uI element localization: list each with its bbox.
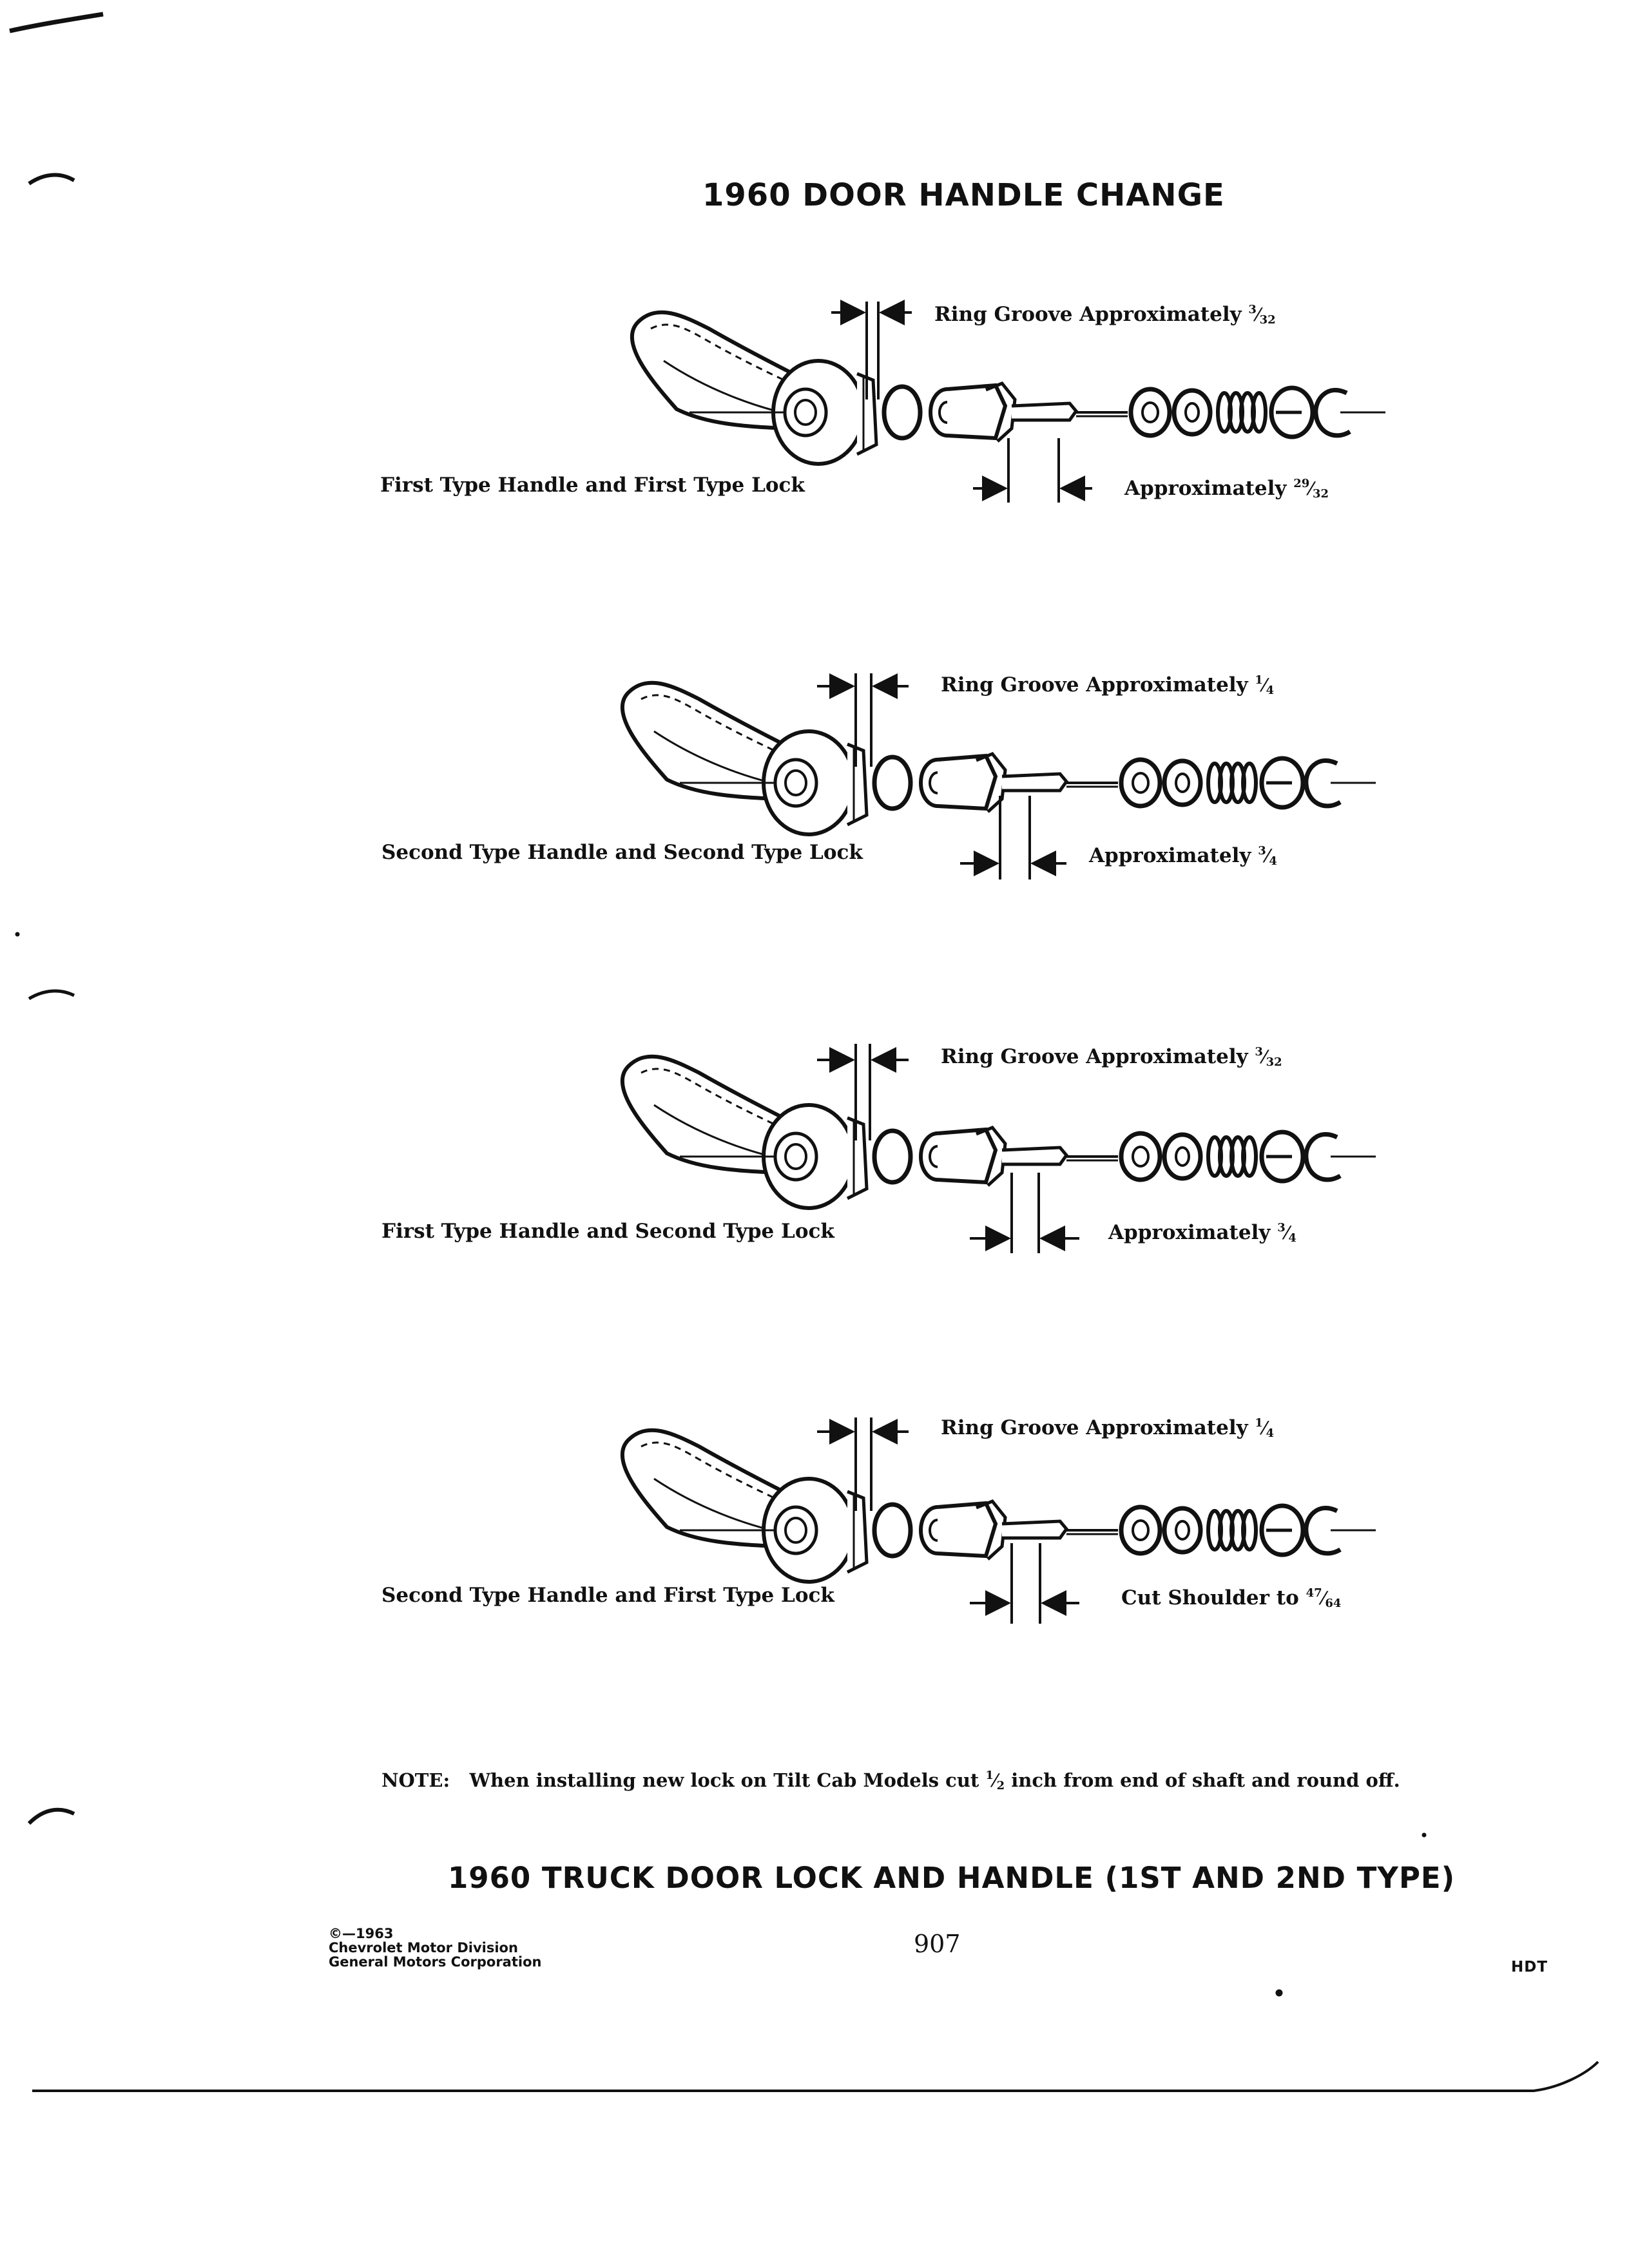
figure-1-top-fraction: $^3⁄_{32}$ — [1248, 303, 1276, 327]
copyright-year: ©—1963 — [329, 1926, 394, 1941]
note-text-before: When installing new lock on Tilt Cab Models cut — [469, 1769, 979, 1791]
note-text-after: inch from end of shaft and round off. — [1011, 1769, 1400, 1791]
page-number: 907 — [914, 1930, 961, 1958]
figure-3-caption: First Type Handle and Second Type Lock — [381, 1220, 834, 1243]
figure-4-top-fraction: $^1⁄_4$ — [1255, 1416, 1275, 1440]
figure-2-top-fraction: $^1⁄_4$ — [1255, 673, 1275, 697]
figure-1-artwork — [632, 302, 1385, 503]
figure-1-top-label: Ring Groove Approximately $^3⁄_{32}$ — [934, 303, 1276, 327]
figure-2-bottom-fraction: $^3⁄_4$ — [1258, 844, 1277, 868]
copyright-block — [329, 1927, 541, 1969]
copyright-corporation: General Motors Corporation — [329, 1954, 542, 1970]
figure-3-bottom-fraction: $^3⁄_4$ — [1277, 1221, 1296, 1245]
figure-4-caption: Second Type Handle and First Type Lock — [381, 1584, 834, 1607]
note-label: NOTE: — [381, 1769, 450, 1791]
figure-3-bottom-label: Approximately $^3⁄_4$ — [1108, 1221, 1296, 1245]
figure-1-caption: First Type Handle and First Type Lock — [380, 474, 805, 497]
installation-note — [381, 1769, 1400, 1792]
footer-title: 1960 TRUCK DOOR LOCK AND HANDLE (1ST AND 2ND TYPE) — [448, 1861, 1456, 1895]
figure-1-bottom-label: Approximately $^{29}⁄_{32}$ — [1124, 477, 1329, 501]
figure-2-caption: Second Type Handle and Second Type Lock — [381, 841, 863, 864]
figure-4-top-label: Ring Groove Approximately $^1⁄_4$ — [941, 1416, 1275, 1440]
figure-4-bottom-label: Cut Shoulder to $^{47}⁄_{64}$ — [1121, 1586, 1342, 1610]
figure-4-bottom-fraction: $^{47}⁄_{64}$ — [1306, 1586, 1342, 1610]
figure-3-top-fraction: $^3⁄_{32}$ — [1255, 1045, 1282, 1069]
section-code: HDT — [1511, 1959, 1548, 1975]
figure-2-bottom-label: Approximately $^3⁄_4$ — [1089, 844, 1277, 868]
note-fraction: $^1⁄_2$ — [985, 1769, 1005, 1792]
page-title: 1960 DOOR HANDLE CHANGE — [702, 177, 1225, 213]
copyright-division: Chevrolet Motor Division — [329, 1940, 518, 1956]
figure-1-bottom-fraction: $^{29}⁄_{32}$ — [1293, 477, 1329, 501]
figure-3-top-label: Ring Groove Approximately $^3⁄_{32}$ — [941, 1045, 1282, 1069]
figure-2-top-label: Ring Groove Approximately $^1⁄_4$ — [941, 673, 1275, 697]
